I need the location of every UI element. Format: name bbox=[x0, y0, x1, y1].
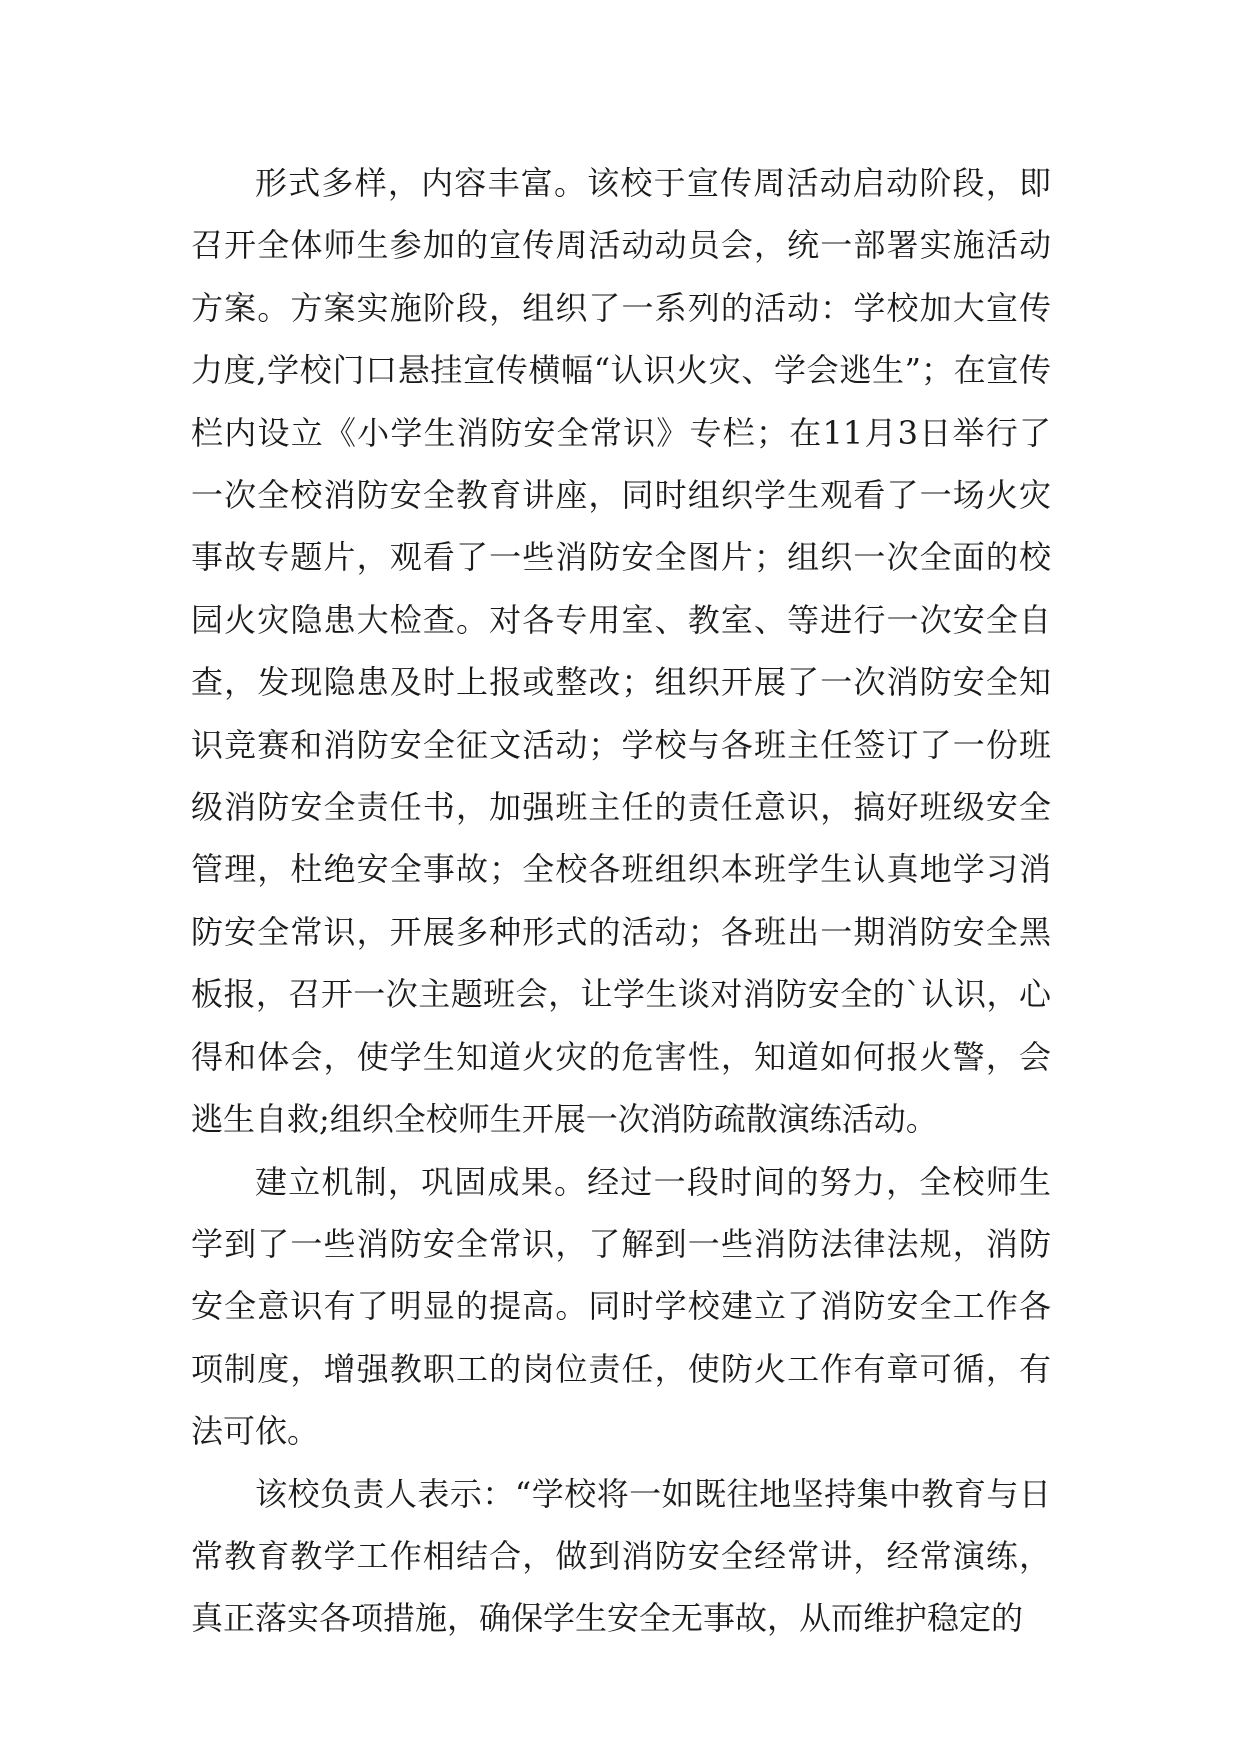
document-body bbox=[191, 152, 1051, 1650]
paragraph-activities: 形式多样，内容丰富。该校于宣传周活动启动阶段，即召开全体师生参加的宣传周活动动员会，统一部署实施活动方案。方案实施阶段，组织了一系列的活动：学校加大宣传力度,学校门口悬挂宣传横幅“认识火灾、学会逃生”；在宣传栏内设立《小学生消防安全常识》专栏；在11月3日举行了一次全校消防安全教育讲座，同时组织学生观看了一场火灾事故专题片，观看了一些消防安全图片；组织一次全面的校园火灾隐患大检查。对各专用室、教室、等进行一次安全自查，发现隐患及时上报或整改；组织开展了一次消防安全知识竞赛和消防安全征文活动；学校与各班主任签订了一份班级消防安全责任书，加强班主任的责任意识，搞好班级安全管理，杜绝安全事故；全校各班组织本班学生认真地学习消防安全常识，开展多种形式的活动；各班出一期消防安全黑板报，召开一次主题班会，让学生谈对消防安全的`认识，心得和体会，使学生知道火灾的危害性，知道如何报火警，会逃生自救;组织全校师生开展一次消防疏散演练活动。 bbox=[191, 164, 1051, 1139]
paragraph-statement: 该校负责人表示：“学校将一如既往地坚持集中教育与日常教育教学工作相结合，做到消防安全经常讲，经常演练，真正落实各项措施，确保学生安全无事故，从而维护稳定的 bbox=[191, 1474, 1051, 1638]
paragraph-mechanism: 建立机制，巩固成果。经过一段时间的努力，全校师生学到了一些消防安全常识，了解到一些消防法律法规，消防安全意识有了明显的提高。同时学校建立了消防安全工作各项制度，增强教职工的岗位责任，使防火工作有章可循，有法可依。 bbox=[191, 1162, 1051, 1451]
